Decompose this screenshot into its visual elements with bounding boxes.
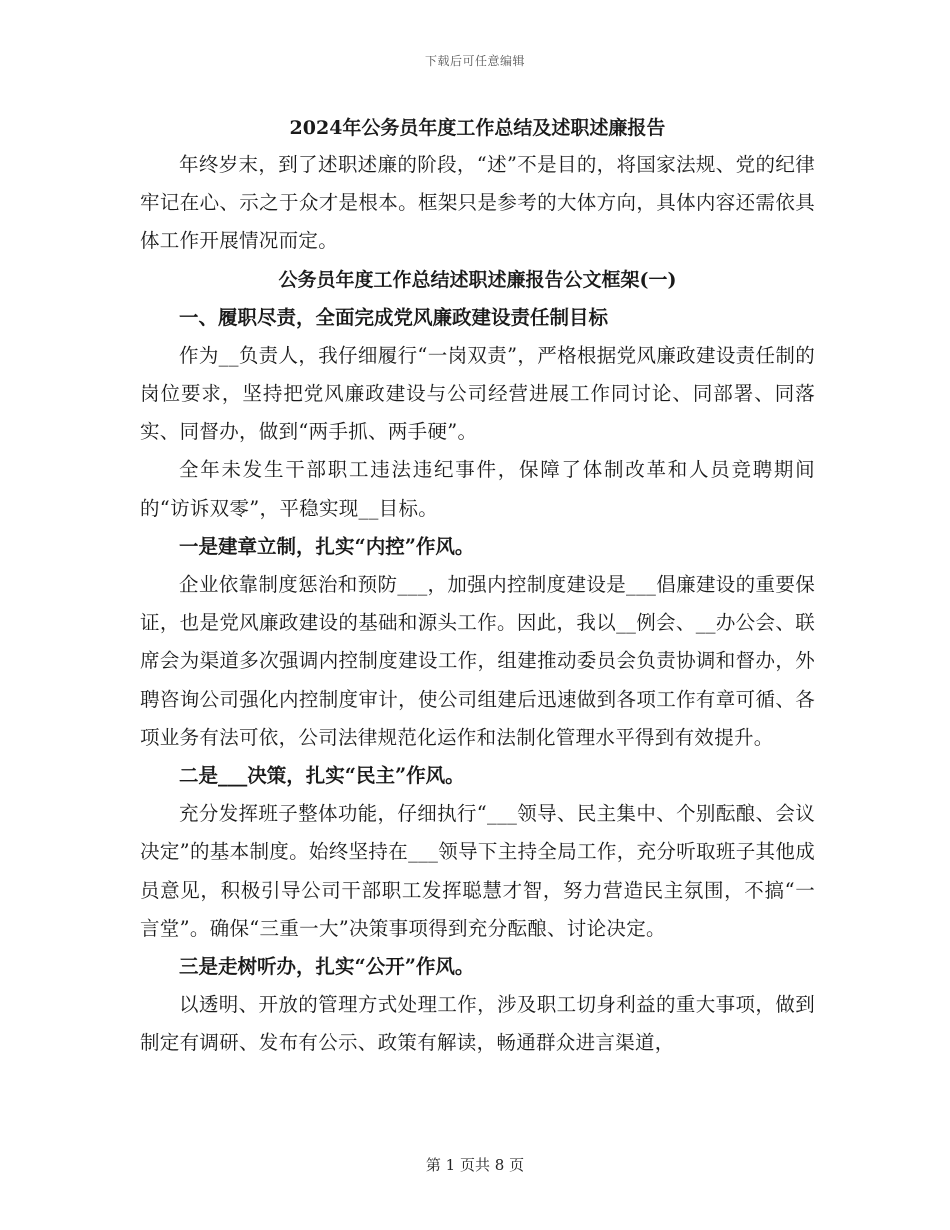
page-number: 第 1 页共 8 页: [425, 1156, 525, 1174]
page-header-note: 下载后可任意编辑: [424, 54, 525, 68]
point-heading-2: 二是___决策，扎实“民主”作风。: [179, 764, 465, 788]
section-heading-1: 一、履职尽责，全面完成党风廉政建设责任制目标: [179, 305, 609, 329]
point3-paragraph: 以透明、开放的管理方式处理工作，涉及职工切身利益的重大事项，做到制定有调研、发布有公示、政策有解读，畅通群众进言渠道，: [140, 993, 815, 1055]
document-title: 2024年公务员年度工作总结及述职述廉报告: [289, 117, 666, 139]
point-heading-1: 一是建章立制，扎实“内控”作风。: [179, 534, 475, 558]
section1-paragraph-2: 全年未发生干部职工违法违纪事件，保障了体制改革和人员竞聘期间的“访诉双零”，平稳实现__目标。: [140, 458, 815, 520]
document-body: [140, 110, 815, 1063]
point2-paragraph: 充分发挥班子整体功能，仔细执行“___领导、民主集中、个别酝酿、会议决定”的基本制度。始终坚持在___领导下主持全局工作，充分听取班子其他成员意见，积极引导公司干部职工发挥聪慧才智，努力营造民主氛围，不搞“一言堂”。确保“三重一大”决策事项得到充分酝酿、讨论决定。: [140, 802, 815, 940]
point1-paragraph: 企业依靠制度惩治和预防___，加强内控制度建设是___倡廉建设的重要保证，也是党风廉政建设的基础和源头工作。因此，我以__例会、__办公会、联席会为渠道多次强调内控制度建设工作，组建推动委员会负责协调和督办，外聘咨询公司强化内控制度审计，使公司组建后迅速做到各项工作有章可循、各项业务有法可依，公司法律规范化运作和法制化管理水平得到有效提升。: [140, 573, 815, 749]
document-subtitle: 公务员年度工作总结述职述廉报告公文框架(一): [278, 268, 677, 291]
intro-paragraph: 年终岁末，到了述职述廉的阶段，“述”不是目的，将国家法规、党的纪律牢记在心、示之于众才是根本。框架只是参考的大体方向，具体内容还需依具体工作开展情况而定。: [140, 153, 815, 253]
point-heading-3: 三是走树听办，扎实“公开”作风。: [179, 955, 475, 979]
section1-paragraph-1: 作为__负责人，我仔细履行“一岗双责”，严格根据党风廉政建设责任制的岗位要求，坚持把党风廉政建设与公司经营进展工作同讨论、同部署、同落实、同督办，做到“两手抓、两手硬”。: [140, 343, 815, 444]
